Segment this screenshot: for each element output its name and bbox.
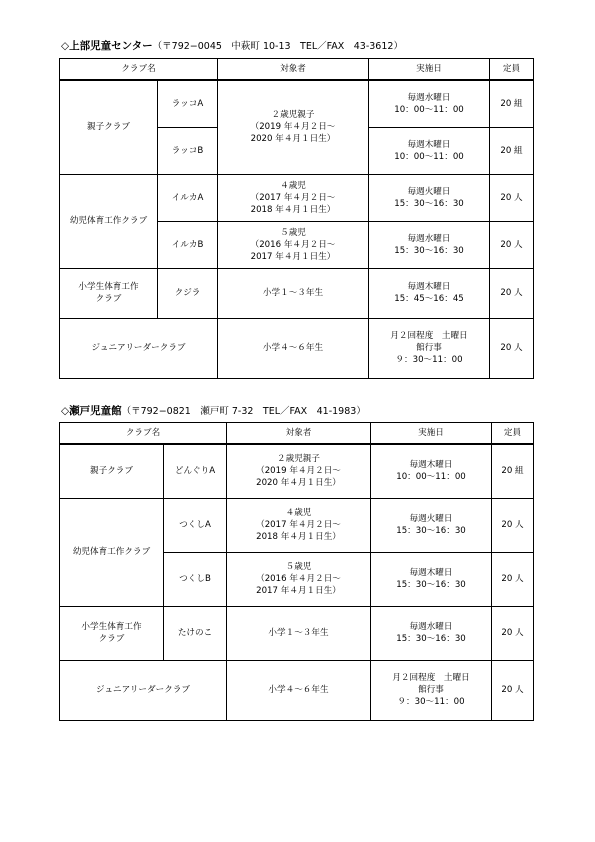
capacity-cell: 20 人 xyxy=(490,221,534,268)
schedule-cell xyxy=(369,268,490,318)
schedule-cell xyxy=(371,552,492,606)
club-group-line: クラブ xyxy=(98,634,125,644)
schedule-line: 毎週水曜日 xyxy=(409,622,453,632)
header-target: 対象者 xyxy=(227,423,371,445)
capacity-cell: 20 組 xyxy=(490,127,534,174)
target-line: 2018 年４月１日生） xyxy=(256,532,341,542)
facility-name: ◇瀬戸児童館 xyxy=(61,405,122,417)
table-row xyxy=(60,318,534,378)
header-club-name: クラブ名 xyxy=(60,59,218,81)
capacity-cell: 20 人 xyxy=(490,174,534,221)
club-group: ジュニアリーダークラブ xyxy=(60,660,227,720)
target-line: 2020 年４月１日生） xyxy=(250,134,336,145)
header-target: 対象者 xyxy=(218,59,369,81)
target-cell: 小学１～３年生 xyxy=(218,268,369,318)
target-line: 2018 年４月１日生） xyxy=(250,204,336,215)
target-cell: 小学４～６年生 xyxy=(218,318,369,378)
target-line: ５歳児 xyxy=(280,227,306,238)
schedule-line: 月２回程度 土曜日 xyxy=(390,331,468,341)
schedule-cell xyxy=(369,127,490,174)
schedule-cell xyxy=(369,318,490,378)
schedule-line: 10：00～11：00 xyxy=(394,151,464,162)
schedule-line: 月２回程度 土曜日 xyxy=(392,673,470,683)
schedule-line: 毎週水曜日 xyxy=(407,92,451,103)
target-cell xyxy=(227,444,371,498)
header-capacity: 定員 xyxy=(490,59,534,81)
schedule-line: 15：30～16：30 xyxy=(394,198,464,209)
schedule-line: ９：30～11：00 xyxy=(397,697,465,707)
schedule-cell xyxy=(371,498,492,552)
schedule-cell xyxy=(369,174,490,221)
club-sub: クジラ xyxy=(158,268,218,318)
schedule-line: 15：30～16：30 xyxy=(394,245,464,256)
schedule-cell xyxy=(371,606,492,660)
target-line: （2016 年４月２日～ xyxy=(256,574,341,584)
club-group: ジュニアリーダークラブ xyxy=(60,318,218,378)
table-row xyxy=(60,444,534,498)
schedule-cell xyxy=(369,221,490,268)
table-row xyxy=(60,606,534,660)
target-cell: 小学４～６年生 xyxy=(227,660,371,720)
club-table-kamibe xyxy=(59,58,534,379)
club-sub: つくしB xyxy=(164,552,227,606)
club-sub: ラッコB xyxy=(158,127,218,174)
club-group-line: クラブ xyxy=(95,294,122,304)
club-table-seto xyxy=(59,422,534,721)
schedule-line: 毎週木曜日 xyxy=(407,139,451,150)
club-sub: つくしA xyxy=(164,498,227,552)
club-group-line: 小学生体育工作 xyxy=(81,622,142,632)
target-line: ２歳児親子 xyxy=(277,454,320,465)
target-cell xyxy=(218,80,369,174)
club-sub: イルカB xyxy=(158,221,218,268)
section-title-kamibe xyxy=(61,38,403,53)
schedule-line: 毎週火曜日 xyxy=(407,186,451,197)
capacity-cell: 20 人 xyxy=(492,498,534,552)
schedule-line: 10：00～11：00 xyxy=(396,472,466,483)
schedule-cell xyxy=(369,80,490,127)
target-line: ５歳児 xyxy=(285,562,312,572)
table-header-row xyxy=(60,59,534,81)
schedule-line: 毎週木曜日 xyxy=(409,568,453,578)
schedule-line: 15：45～16：45 xyxy=(394,294,464,304)
target-line: ２歳児親子 xyxy=(271,110,315,121)
schedule-line: 毎週水曜日 xyxy=(407,233,451,244)
capacity-cell: 20 人 xyxy=(490,318,534,378)
schedule-line: 館行事 xyxy=(416,343,442,353)
schedule-line: 館行事 xyxy=(418,685,444,695)
target-cell xyxy=(218,221,369,268)
table-row xyxy=(60,498,534,552)
target-line: 2017 年４月１日生） xyxy=(250,251,336,262)
target-cell xyxy=(218,174,369,221)
schedule-line: 毎週木曜日 xyxy=(407,282,451,292)
capacity-cell: 20 人 xyxy=(492,552,534,606)
target-line: （2016 年４月２日～ xyxy=(250,239,336,250)
target-line: 2020 年４月１日生） xyxy=(256,478,341,489)
table-row xyxy=(60,174,534,221)
capacity-cell: 20 人 xyxy=(492,660,534,720)
target-line: ４歳児 xyxy=(280,180,306,191)
capacity-cell: 20 組 xyxy=(490,80,534,127)
header-club-name: クラブ名 xyxy=(60,423,227,445)
schedule-line: 毎週木曜日 xyxy=(409,460,453,471)
facility-address: （〒792−0821 瀬戸町 7-32 TEL／FAX 41-1983） xyxy=(121,406,366,417)
target-line: 2017 年４月１日生） xyxy=(256,586,341,596)
club-sub: たけのこ xyxy=(164,606,227,660)
schedule-line: 10：00～11：00 xyxy=(394,104,464,115)
table-row xyxy=(60,80,534,127)
club-sub: イルカA xyxy=(158,174,218,221)
club-group: 幼児体育工作クラブ xyxy=(60,174,158,268)
section-title-seto xyxy=(61,403,366,418)
target-line: （2019 年４月２日～ xyxy=(250,122,336,133)
facility-name: ◇上部児童センター xyxy=(61,40,153,52)
schedule-line: ９：30～11：00 xyxy=(395,355,463,365)
club-group xyxy=(60,606,164,660)
club-group xyxy=(60,268,158,318)
table-row xyxy=(60,660,534,720)
target-cell xyxy=(227,498,371,552)
schedule-line: 15：30～16：30 xyxy=(396,526,466,536)
club-sub: ラッコA xyxy=(158,80,218,127)
club-group-line: 小学生体育工作 xyxy=(78,282,139,292)
header-schedule: 実施日 xyxy=(371,423,492,445)
club-group: 親子クラブ xyxy=(60,80,158,174)
header-capacity: 定員 xyxy=(492,423,534,445)
target-cell: 小学１～３年生 xyxy=(227,606,371,660)
target-cell xyxy=(227,552,371,606)
header-schedule: 実施日 xyxy=(369,59,490,81)
club-group: 親子クラブ xyxy=(60,444,164,498)
facility-address: （〒792−0045 中萩町 10-13 TEL／FAX 43-3612） xyxy=(152,41,403,52)
club-group: 幼児体育工作クラブ xyxy=(60,498,164,606)
target-line: （2019 年４月２日～ xyxy=(256,466,341,477)
schedule-line: 毎週火曜日 xyxy=(409,514,453,524)
club-sub: どんぐりA xyxy=(164,444,227,498)
table-header-row xyxy=(60,423,534,445)
schedule-line: 15：30～16：30 xyxy=(396,580,466,590)
target-line: （2017 年４月２日～ xyxy=(250,192,336,203)
schedule-line: 15：30～16：30 xyxy=(396,634,466,644)
target-line: ４歳児 xyxy=(285,508,312,518)
capacity-cell: 20 人 xyxy=(492,606,534,660)
schedule-cell xyxy=(371,444,492,498)
capacity-cell: 20 人 xyxy=(490,268,534,318)
schedule-cell xyxy=(371,660,492,720)
capacity-cell: 20 組 xyxy=(492,444,534,498)
target-line: （2017 年４月２日～ xyxy=(256,520,341,530)
table-row xyxy=(60,268,534,318)
